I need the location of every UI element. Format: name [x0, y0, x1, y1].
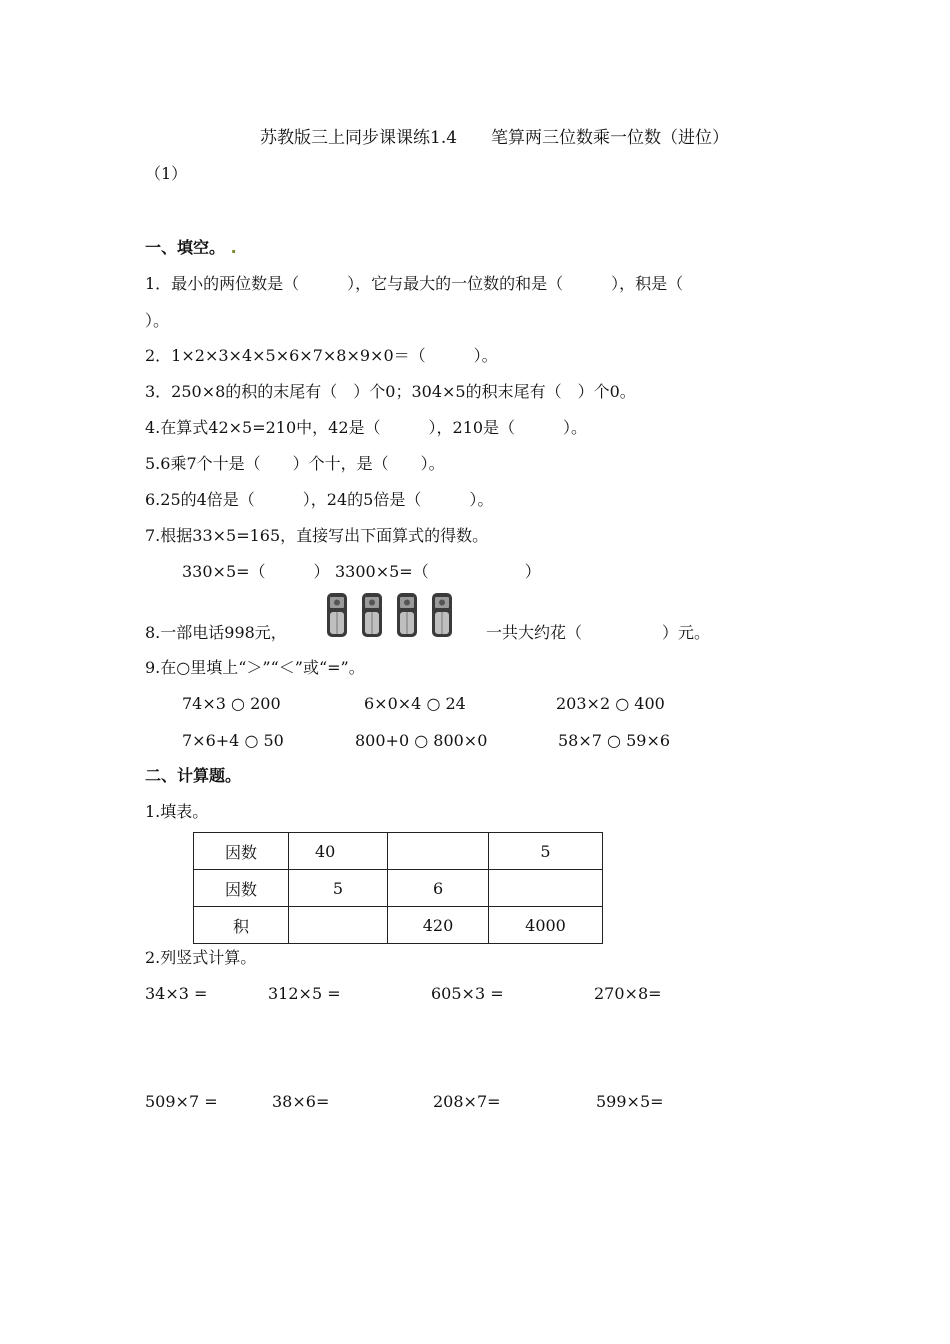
section-heading-calculation: 二、计算题。 [145, 766, 242, 785]
calc-item: 509×7 = [145, 1092, 218, 1111]
table-cell: 因数 [194, 870, 289, 907]
question-4: 4.在算式42×5=210中，42是（ ），210是（ ）。 [145, 418, 588, 437]
compare-item: 58×7 ○ 59×6 [558, 731, 671, 750]
calc-item: 34×3 = [145, 984, 208, 1003]
table-row [194, 907, 603, 944]
question-1: 1．最小的两位数是（ ），它与最大的一位数的和是（ ），积是（ [145, 274, 684, 293]
section-heading-fill-blank: 一、填空。 . [145, 238, 237, 257]
question-6: 6.25的4倍是（ ），24的5倍是（ ）。 [145, 490, 494, 509]
question-8-tail: 一共大约花（ ）元。 [486, 623, 711, 642]
calc-item: 38×6= [272, 1092, 330, 1111]
table-cell [388, 833, 489, 870]
section2-question-1: 1.填表。 [145, 802, 209, 821]
calc-item: 270×8= [594, 984, 662, 1003]
table-cell: 因数 [194, 833, 289, 870]
compare-item: 203×2 ○ 400 [556, 694, 665, 713]
table-cell [289, 907, 388, 944]
question-3: 3．250×8的积的末尾有（ ）个0；304×5的积末尾有（ ）个0。 [145, 382, 636, 401]
table-cell: 6 [388, 870, 489, 907]
mobile-phone-icon [396, 592, 418, 638]
question-1-continued: ）。 [145, 311, 170, 330]
page-title-suffix: （1） [145, 164, 188, 183]
table-row [194, 833, 603, 870]
table-row [194, 870, 603, 907]
compare-item: 800+0 ○ 800×0 [355, 731, 488, 750]
table-cell: 4000 [489, 907, 603, 944]
page-title: 苏教版三上同步课课练1.4 笔算两三位数乘一位数（进位） [260, 128, 730, 148]
question-5: 5.6乘7个十是（ ）个十，是（ ）。 [145, 454, 445, 473]
question-2: 2．1×2×3×4×5×6×7×8×9×0＝（ ）。 [145, 346, 498, 365]
table-cell: 5 [289, 870, 388, 907]
factor-table [193, 832, 603, 944]
table-cell: 420 [388, 907, 489, 944]
question-7-item-b: 3300×5=（ ） [335, 562, 541, 581]
compare-item: 6×0×4 ○ 24 [364, 694, 466, 713]
table-cell: 40 [289, 833, 388, 870]
mobile-phone-icon [326, 592, 348, 638]
table-cell [489, 870, 603, 907]
table-cell: 5 [489, 833, 603, 870]
mobile-phone-icon [361, 592, 383, 638]
question-7-item-a: 330×5=（ ） [182, 562, 330, 581]
question-7: 7.根据33×5=165，直接写出下面算式的得数。 [145, 526, 489, 545]
section2-question-2: 2.列竖式计算。 [145, 948, 257, 967]
question-8-lead: 8.一部电话998元， [145, 623, 287, 642]
calc-item: 599×5= [596, 1092, 664, 1111]
stray-mark: . [225, 238, 237, 257]
mobile-phone-icon [431, 592, 453, 638]
question-9: 9.在○里填上“＞”“＜”或“=”。 [145, 658, 365, 677]
compare-item: 74×3 ○ 200 [182, 694, 281, 713]
compare-item: 7×6+4 ○ 50 [182, 731, 284, 750]
calc-item: 208×7= [433, 1092, 501, 1111]
calc-item: 312×5 = [268, 984, 341, 1003]
calc-item: 605×3 = [431, 984, 504, 1003]
phone-group [326, 592, 466, 640]
table-cell: 积 [194, 907, 289, 944]
